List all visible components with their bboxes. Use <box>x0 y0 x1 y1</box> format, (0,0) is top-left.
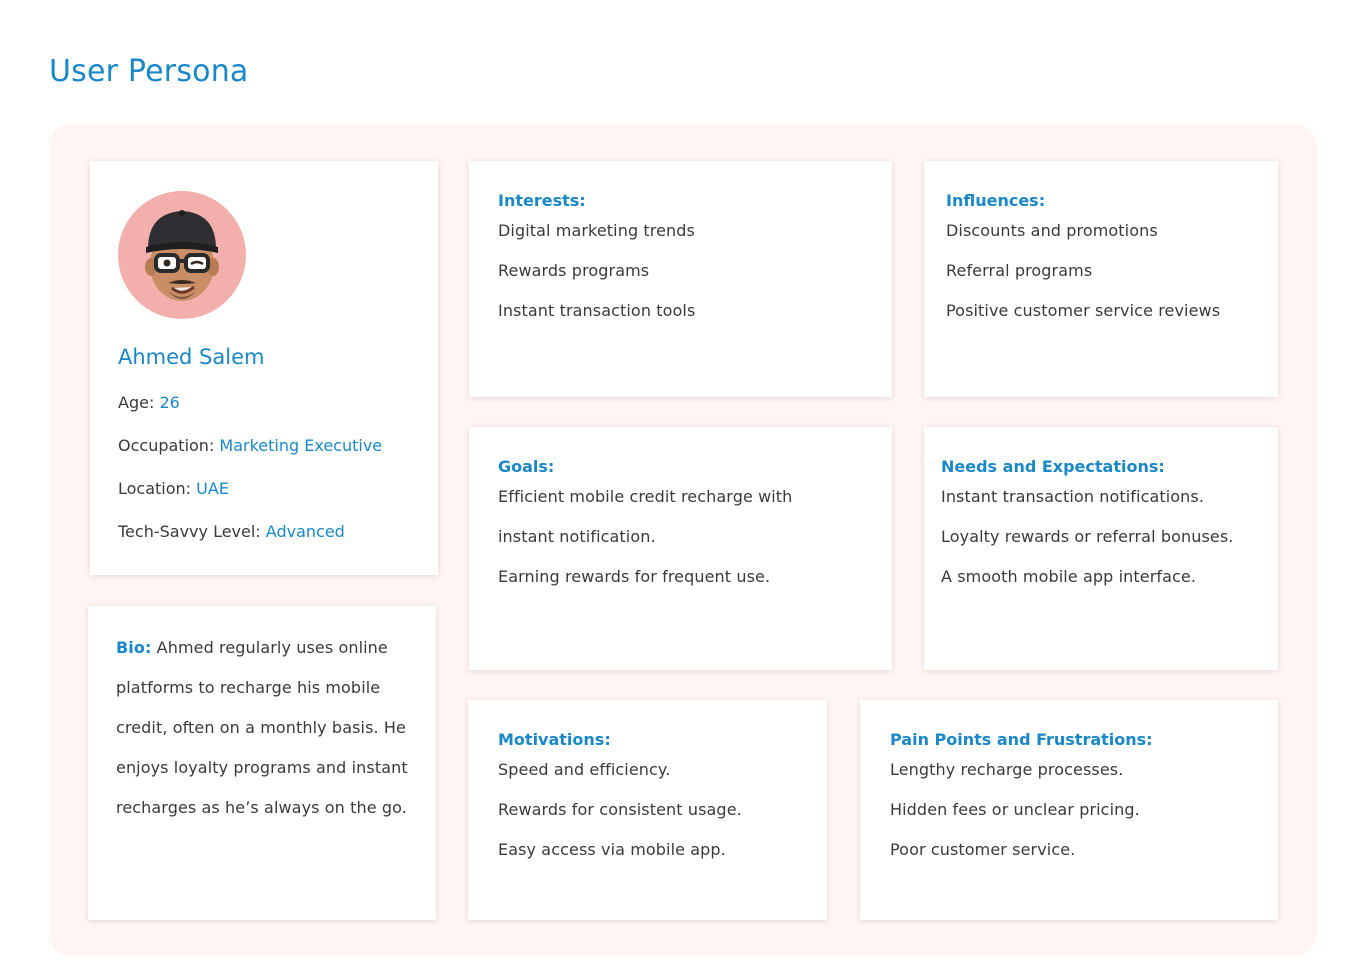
age-value: 26 <box>159 393 180 412</box>
age-label: Age: <box>118 393 155 412</box>
occupation-label: Occupation: <box>118 436 215 455</box>
profile-details <box>118 392 382 564</box>
memoji-avatar-icon <box>118 191 246 319</box>
list-item: Discounts and promotions <box>946 221 1158 240</box>
interests-heading: Interests: <box>498 191 586 210</box>
list-item: Earning rewards for frequent use. <box>498 567 771 586</box>
tech-savvy-value: Advanced <box>265 522 345 541</box>
list-item: A smooth mobile app interface. <box>941 567 1197 586</box>
needs-heading: Needs and Expectations: <box>941 457 1165 476</box>
persona-name: Ahmed Salem <box>118 345 265 369</box>
persona-panel <box>49 124 1317 956</box>
list-item: Hidden fees or unclear pricing. <box>890 800 1140 819</box>
bio-text <box>116 628 416 828</box>
bio-body: Ahmed regularly uses online platforms to recharge his mobile credit, often on a monthly basis. He enjoys loyalty programs and instant recharges as he’s always on the go. <box>116 638 408 817</box>
profile-card <box>90 161 438 575</box>
pain-points-list <box>890 750 1278 870</box>
list-item: Instant transaction tools <box>498 301 696 320</box>
needs-list <box>941 477 1278 597</box>
influences-list <box>946 211 1278 331</box>
bio-card <box>88 606 436 920</box>
interests-list <box>498 211 892 331</box>
list-item: Digital marketing trends <box>498 221 695 240</box>
detail-location <box>118 478 382 521</box>
influences-heading: Influences: <box>946 191 1046 210</box>
goals-card <box>469 427 892 670</box>
pain-points-heading: Pain Points and Frustrations: <box>890 730 1153 749</box>
list-item: Easy access via mobile app. <box>498 840 726 859</box>
location-label: Location: <box>118 479 192 498</box>
list-item: Positive customer service reviews <box>946 301 1221 320</box>
list-item: Speed and efficiency. <box>498 760 671 779</box>
interests-card <box>469 161 892 397</box>
list-item: instant notification. <box>498 527 656 546</box>
detail-occupation <box>118 435 382 478</box>
influences-card <box>924 161 1278 397</box>
motivations-heading: Motivations: <box>498 730 611 749</box>
list-item: Lengthy recharge processes. <box>890 760 1124 779</box>
list-item: Loyalty rewards or referral bonuses. <box>941 527 1234 546</box>
tech-savvy-label: Tech-Savvy Level: <box>118 522 261 541</box>
occupation-value: Marketing Executive <box>219 436 383 455</box>
needs-card <box>924 427 1278 670</box>
motivations-card <box>468 700 827 920</box>
list-item: Rewards for consistent usage. <box>498 800 742 819</box>
goals-list <box>498 477 892 597</box>
detail-tech-savvy <box>118 521 382 564</box>
motivations-list <box>498 750 827 870</box>
list-item: Poor customer service. <box>890 840 1076 859</box>
location-value: UAE <box>196 479 229 498</box>
bio-label: Bio: <box>116 638 152 657</box>
list-item: Rewards programs <box>498 261 650 280</box>
list-item: Referral programs <box>946 261 1093 280</box>
goals-heading: Goals: <box>498 457 555 476</box>
detail-age <box>118 392 382 435</box>
avatar <box>118 191 246 319</box>
pain-points-card <box>860 700 1278 920</box>
list-item: Instant transaction notifications. <box>941 487 1205 506</box>
list-item: Efficient mobile credit recharge with <box>498 487 793 506</box>
page-title: User Persona <box>49 54 249 89</box>
